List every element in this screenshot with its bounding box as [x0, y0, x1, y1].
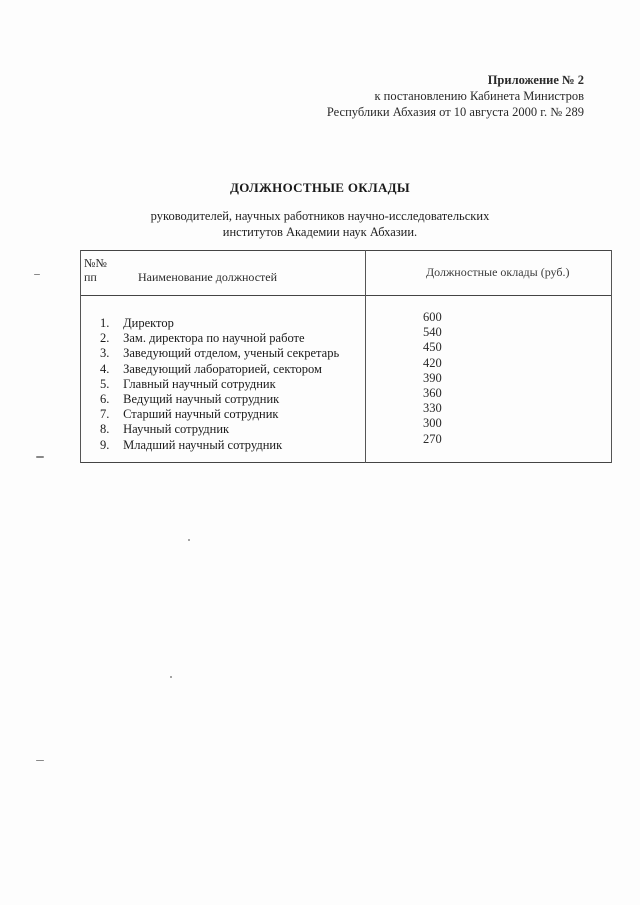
col-salary-header: Должностные оклады (руб.): [426, 265, 570, 279]
row-position: Заведующий лабораторией, сектором: [123, 361, 322, 376]
table-row: [100, 438, 339, 453]
appendix-header: [327, 72, 584, 120]
row-position: Главный научный сотрудник: [123, 376, 276, 391]
table-row: [100, 422, 339, 437]
row-position: Зам. директора по научной работе: [123, 331, 305, 346]
table-left-border: [80, 250, 81, 463]
row-salary: 420: [423, 355, 442, 370]
appendix-decree: Республики Абхазия от 10 августа 2000 г. № 289: [326, 105, 584, 119]
table-top-border: [80, 250, 612, 251]
subtitle-line-1: руководителей, научных работников научно-исследовательских: [150, 209, 490, 223]
col-num-header-line-1: №№: [84, 256, 107, 270]
row-number: 9.: [100, 437, 110, 452]
row-position: Старший научный сотрудник: [123, 407, 279, 422]
salary-list: [423, 310, 442, 447]
table-column-divider: [365, 250, 366, 463]
table-right-border: [611, 250, 612, 463]
table-row: [100, 377, 339, 392]
row-number: 7.: [100, 407, 110, 422]
document-subtitle: [0, 208, 640, 240]
row-number: 6.: [100, 392, 110, 407]
row-salary: 450: [423, 340, 442, 355]
row-number: 4.: [100, 361, 110, 376]
row-position: Заведующий отделом, ученый секретарь: [123, 346, 340, 361]
table-row: [100, 316, 339, 331]
scan-speck: [36, 760, 44, 761]
salary-table: [80, 250, 612, 464]
table-row: [100, 407, 339, 422]
row-number: 1.: [100, 316, 110, 330]
col-num-header-line-2: пп: [84, 270, 97, 284]
row-salary: 600: [423, 310, 442, 324]
row-position: Младший научный сотрудник: [123, 437, 283, 452]
row-salary: 330: [423, 401, 442, 416]
scan-speck: [36, 456, 44, 458]
position-list: [100, 316, 339, 453]
row-salary: 390: [423, 370, 442, 385]
table-bottom-border: [80, 462, 612, 463]
row-position: Научный сотрудник: [123, 422, 230, 437]
scan-speck: [34, 274, 40, 275]
row-number: 3.: [100, 346, 110, 361]
row-salary: 270: [423, 431, 442, 446]
row-number: 2.: [100, 331, 110, 346]
scan-speck: [188, 539, 190, 541]
row-salary: 300: [423, 416, 442, 431]
appendix-label: Приложение № 2: [487, 73, 584, 87]
table-header-divider: [80, 295, 612, 296]
document-title: ДОЛЖНОСТНЫЕ ОКЛАДЫ: [230, 180, 410, 195]
row-salary: 360: [423, 386, 442, 401]
table-row: [100, 362, 339, 377]
scan-speck: [170, 676, 172, 678]
row-position: Ведущий научный сотрудник: [123, 392, 280, 407]
col-name-header: Наименование должностей: [138, 270, 278, 284]
col-num-header: [84, 256, 107, 284]
table-row: [100, 331, 339, 346]
row-number: 5.: [100, 376, 110, 391]
appendix-reference: к постановлению Кабинета Министров: [374, 89, 584, 103]
row-position: Директор: [123, 316, 174, 330]
row-number: 8.: [100, 422, 110, 437]
table-row: [100, 346, 339, 361]
row-salary: 540: [423, 325, 442, 340]
table-row: [100, 392, 339, 407]
subtitle-line-2: институтов Академии наук Абхазии.: [222, 225, 418, 239]
